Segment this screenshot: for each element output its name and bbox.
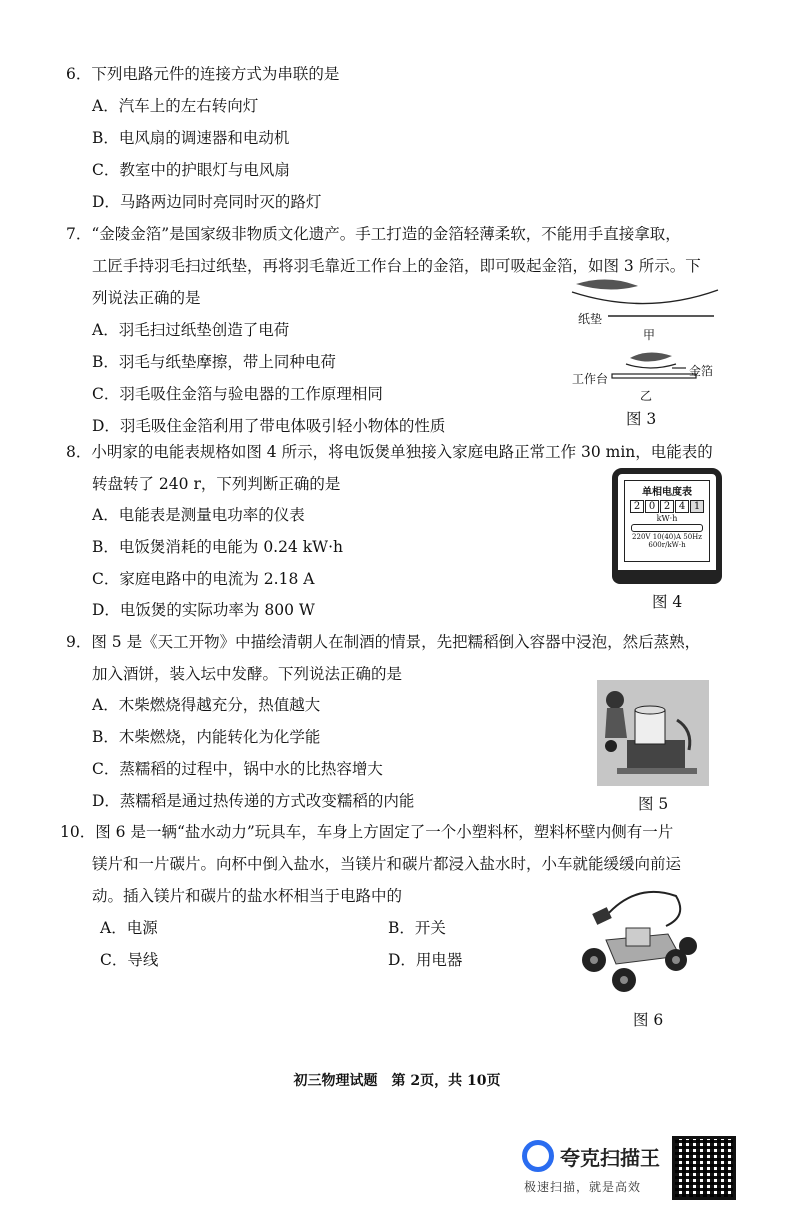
meter-base (612, 570, 722, 584)
q6-option-b: B．电风扇的调速器和电动机 (92, 129, 290, 147)
q7-option-c: C．羽毛吸住金箔与验电器的工作原理相同 (92, 385, 383, 403)
q8-option-c: C．家庭电路中的电流为 2.18 A (92, 570, 315, 588)
q7-option-d: D．羽毛吸住金箔利用了带电体吸引轻小物体的性质 (92, 417, 446, 435)
meter-spec: 220V 10(40)A 50Hz (632, 533, 702, 541)
brewing-scene (597, 680, 709, 786)
fig3-b-label: 乙 (640, 389, 653, 403)
q7-stem-line3: 列说法正确的是 (92, 289, 201, 307)
q7-option-a: A．羽毛扫过纸垫创造了电荷 (92, 321, 290, 339)
q10-option-b: B．开关 (388, 919, 446, 937)
q8-option-d: D．电饭煲的实际功率为 800 W (92, 601, 315, 619)
q7-stem-line2: 工匠手持羽毛扫过纸垫，再将羽毛靠近工作台上的金箔，即可吸起金箔，如图 3 所示。下 (92, 257, 701, 275)
fig3-a-label: 甲 (643, 328, 656, 342)
fig5-caption: 图 5 (638, 795, 669, 813)
watermark-brand: 夸克扫描王 (560, 1146, 660, 1170)
fig3-pad-label: 纸垫 (578, 312, 603, 326)
scanner-logo-icon (522, 1140, 554, 1172)
q8-stem-line2: 转盘转了 240 r，下列判断正确的是 (92, 475, 341, 493)
qr-code-icon (672, 1136, 736, 1200)
salt-water-car (576, 886, 700, 998)
q10-option-a: A．电源 (100, 919, 158, 937)
figure-5-illustration (597, 680, 709, 786)
meter-digit: 4 (675, 500, 689, 513)
q6-option-d: D．马路两边同时亮同时灭的路灯 (92, 193, 322, 211)
q9-option-d: D．蒸糯稻是通过热传递的方式改变糯稻的内能 (92, 792, 415, 810)
meter-digits (625, 500, 709, 513)
fig6-caption: 图 6 (633, 1011, 664, 1029)
q9-stem-line2: 加入酒饼，装入坛中发酵。下列说法正确的是 (92, 665, 403, 683)
fig3-table-label: 工作台 (572, 372, 609, 386)
meter-digit: 2 (660, 500, 674, 513)
watermark-slogan: 极速扫描，就是高效 (524, 1180, 642, 1194)
q9-option-b: B．木柴燃烧，内能转化为化学能 (92, 728, 321, 746)
fig4-caption: 图 4 (652, 593, 683, 611)
meter-digit: 2 (630, 500, 644, 513)
q10-stem-line3: 动。插入镁片和碳片的盐水杯相当于电路中的 (92, 887, 403, 905)
q9-option-a: A．木柴燃烧得越充分，热值越大 (92, 696, 321, 714)
electricity-meter (612, 468, 722, 584)
q8-stem-line1: 8．小明家的电能表规格如图 4 所示，将电饭煲单独接入家庭电路正常工作 30 min，电能表的 (66, 443, 713, 461)
page-footer: 初三物理试题 第 2页，共 10页 (293, 1073, 501, 1089)
q7-option-b: B．羽毛与纸垫摩擦，带上同种电荷 (92, 353, 336, 371)
meter-rev: 600r/kW·h (648, 541, 686, 549)
meter-digit: 0 (645, 500, 659, 513)
q6-option-a: A．汽车上的左右转向灯 (92, 97, 259, 115)
q6-option-c: C．教室中的护眼灯与电风扇 (92, 161, 290, 179)
meter-unit: kW·h (656, 514, 678, 523)
q7-stem-line1: 7．“金陵金箔”是国家级非物质文化遗产。手工打造的金箔轻薄柔软，不能用手直接拿取， (66, 225, 681, 243)
fig3-caption: 图 3 (626, 410, 657, 428)
q10-option-d: D．用电器 (388, 951, 463, 969)
meter-digit: 1 (690, 500, 704, 513)
q8-option-a: A．电能表是测量电功率的仪表 (92, 506, 305, 524)
q10-stem-line2: 镁片和一片碳片。向杯中倒入盐水，当镁片和碳片都浸入盐水时，小车就能缓缓向前运 (92, 855, 682, 873)
meter-dial-slot (631, 524, 703, 532)
q9-option-c: C．蒸糯稻的过程中，锅中水的比热容增大 (92, 760, 383, 778)
meter-title: 单相电度表 (642, 487, 692, 498)
q10-stem-line1: 10．图 6 是一辆“盐水动力”玩具车，车身上方固定了一个小塑料杯，塑料杯壁内侧有一片 (60, 823, 674, 841)
q10-option-c: C．导线 (100, 951, 159, 969)
q9-stem-line1: 9．图 5 是《天工开物》中描绘清朝人在制酒的情景，先把糯稻倒入容器中浸泡，然后蒸熟， (66, 633, 701, 651)
meter-panel (624, 480, 710, 562)
figure-6-toy-car (576, 886, 700, 998)
fig3-foil-label: 金箔 (689, 364, 714, 378)
q8-option-b: B．电饭煲消耗的电能为 0.24 kW·h (92, 538, 343, 556)
q6-stem: 6．下列电路元件的连接方式为串联的是 (66, 65, 340, 83)
